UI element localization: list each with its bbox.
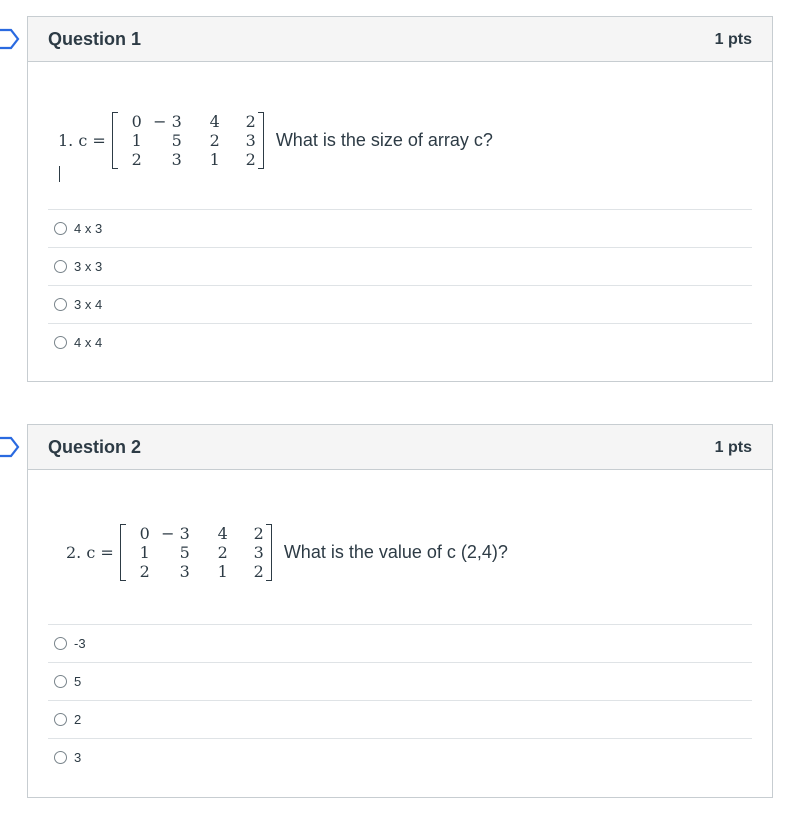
matrix-cell: 3 — [171, 150, 182, 169]
radio-button[interactable] — [54, 675, 67, 688]
answer-option[interactable] — [48, 662, 752, 700]
radio-button[interactable] — [54, 298, 67, 311]
answer-label[interactable]: 3 x 3 — [74, 259, 103, 274]
radio-button[interactable] — [54, 222, 67, 235]
answer-option[interactable] — [48, 700, 752, 738]
matrix-cell: 4 — [217, 524, 228, 543]
question-title: Question 2 — [48, 437, 142, 457]
matrix-cell: 1 — [209, 150, 220, 169]
question-points: 1 pts — [714, 31, 752, 48]
answer-label[interactable]: 2 — [74, 712, 82, 727]
answer-label[interactable]: 5 — [74, 674, 82, 689]
answer-list — [48, 209, 752, 361]
question-text: What is the size of array c? — [275, 130, 493, 150]
matrix-c — [112, 112, 264, 169]
question-points: 1 pts — [714, 439, 752, 456]
matrix-cell: 1 — [131, 131, 142, 150]
matrix-right-bracket — [266, 524, 272, 581]
matrix-right-bracket — [258, 112, 264, 169]
matrix-cell: − 3 — [161, 524, 190, 543]
question-stem — [66, 524, 508, 581]
question-title: Question 1 — [48, 29, 142, 49]
radio-button[interactable] — [54, 336, 67, 349]
matrix-cell: 2 — [131, 150, 142, 169]
question-header — [28, 17, 772, 62]
matrix-cell: 0 — [131, 112, 142, 131]
matrix-cell: 1 — [139, 543, 150, 562]
matrix-cell: 4 — [209, 112, 220, 131]
matrix-cell: 2 — [245, 112, 256, 131]
matrix-cell: 2 — [139, 562, 150, 581]
matrix-cell: 0 — [139, 524, 150, 543]
radio-button[interactable] — [54, 637, 67, 650]
stem-label: 2. c = — [66, 543, 114, 562]
matrix-c — [120, 524, 272, 581]
matrix-cell: 1 — [217, 562, 228, 581]
flag-question-icon[interactable] — [0, 28, 20, 50]
question-2-card — [27, 424, 773, 798]
answer-label[interactable]: -3 — [74, 636, 86, 651]
answer-option[interactable] — [48, 209, 752, 247]
flag-question-icon[interactable] — [0, 436, 20, 458]
radio-button[interactable] — [54, 751, 67, 764]
question-stem — [58, 112, 493, 169]
answer-label[interactable]: 3 x 4 — [74, 297, 103, 312]
matrix-cell: 2 — [253, 562, 264, 581]
matrix-cell: 5 — [171, 131, 182, 150]
matrix-cell: − 3 — [153, 112, 182, 131]
answer-option[interactable] — [48, 738, 752, 776]
answer-option[interactable] — [48, 247, 752, 285]
matrix-cell: 3 — [179, 562, 190, 581]
matrix-cell: 5 — [179, 543, 190, 562]
answer-option[interactable] — [48, 323, 752, 361]
question-header — [28, 425, 772, 470]
matrix-cell: 3 — [245, 131, 256, 150]
text-cursor — [59, 166, 60, 182]
radio-button[interactable] — [54, 713, 67, 726]
radio-button[interactable] — [54, 260, 67, 273]
answer-label[interactable]: 4 x 4 — [74, 335, 103, 350]
matrix-cell: 3 — [253, 543, 264, 562]
matrix-cell: 2 — [253, 524, 264, 543]
matrix-cell: 2 — [217, 543, 228, 562]
matrix-cell: 2 — [209, 131, 220, 150]
answer-label[interactable]: 3 — [74, 750, 82, 765]
matrix-cell: 2 — [245, 150, 256, 169]
answer-list — [48, 624, 752, 776]
question-1-card — [27, 16, 773, 382]
answer-label[interactable]: 4 x 3 — [74, 221, 103, 236]
answer-option[interactable] — [48, 624, 752, 662]
stem-label: 1. c = — [58, 131, 106, 150]
question-text: What is the value of c (2,4)? — [283, 542, 508, 562]
answer-option[interactable] — [48, 285, 752, 323]
